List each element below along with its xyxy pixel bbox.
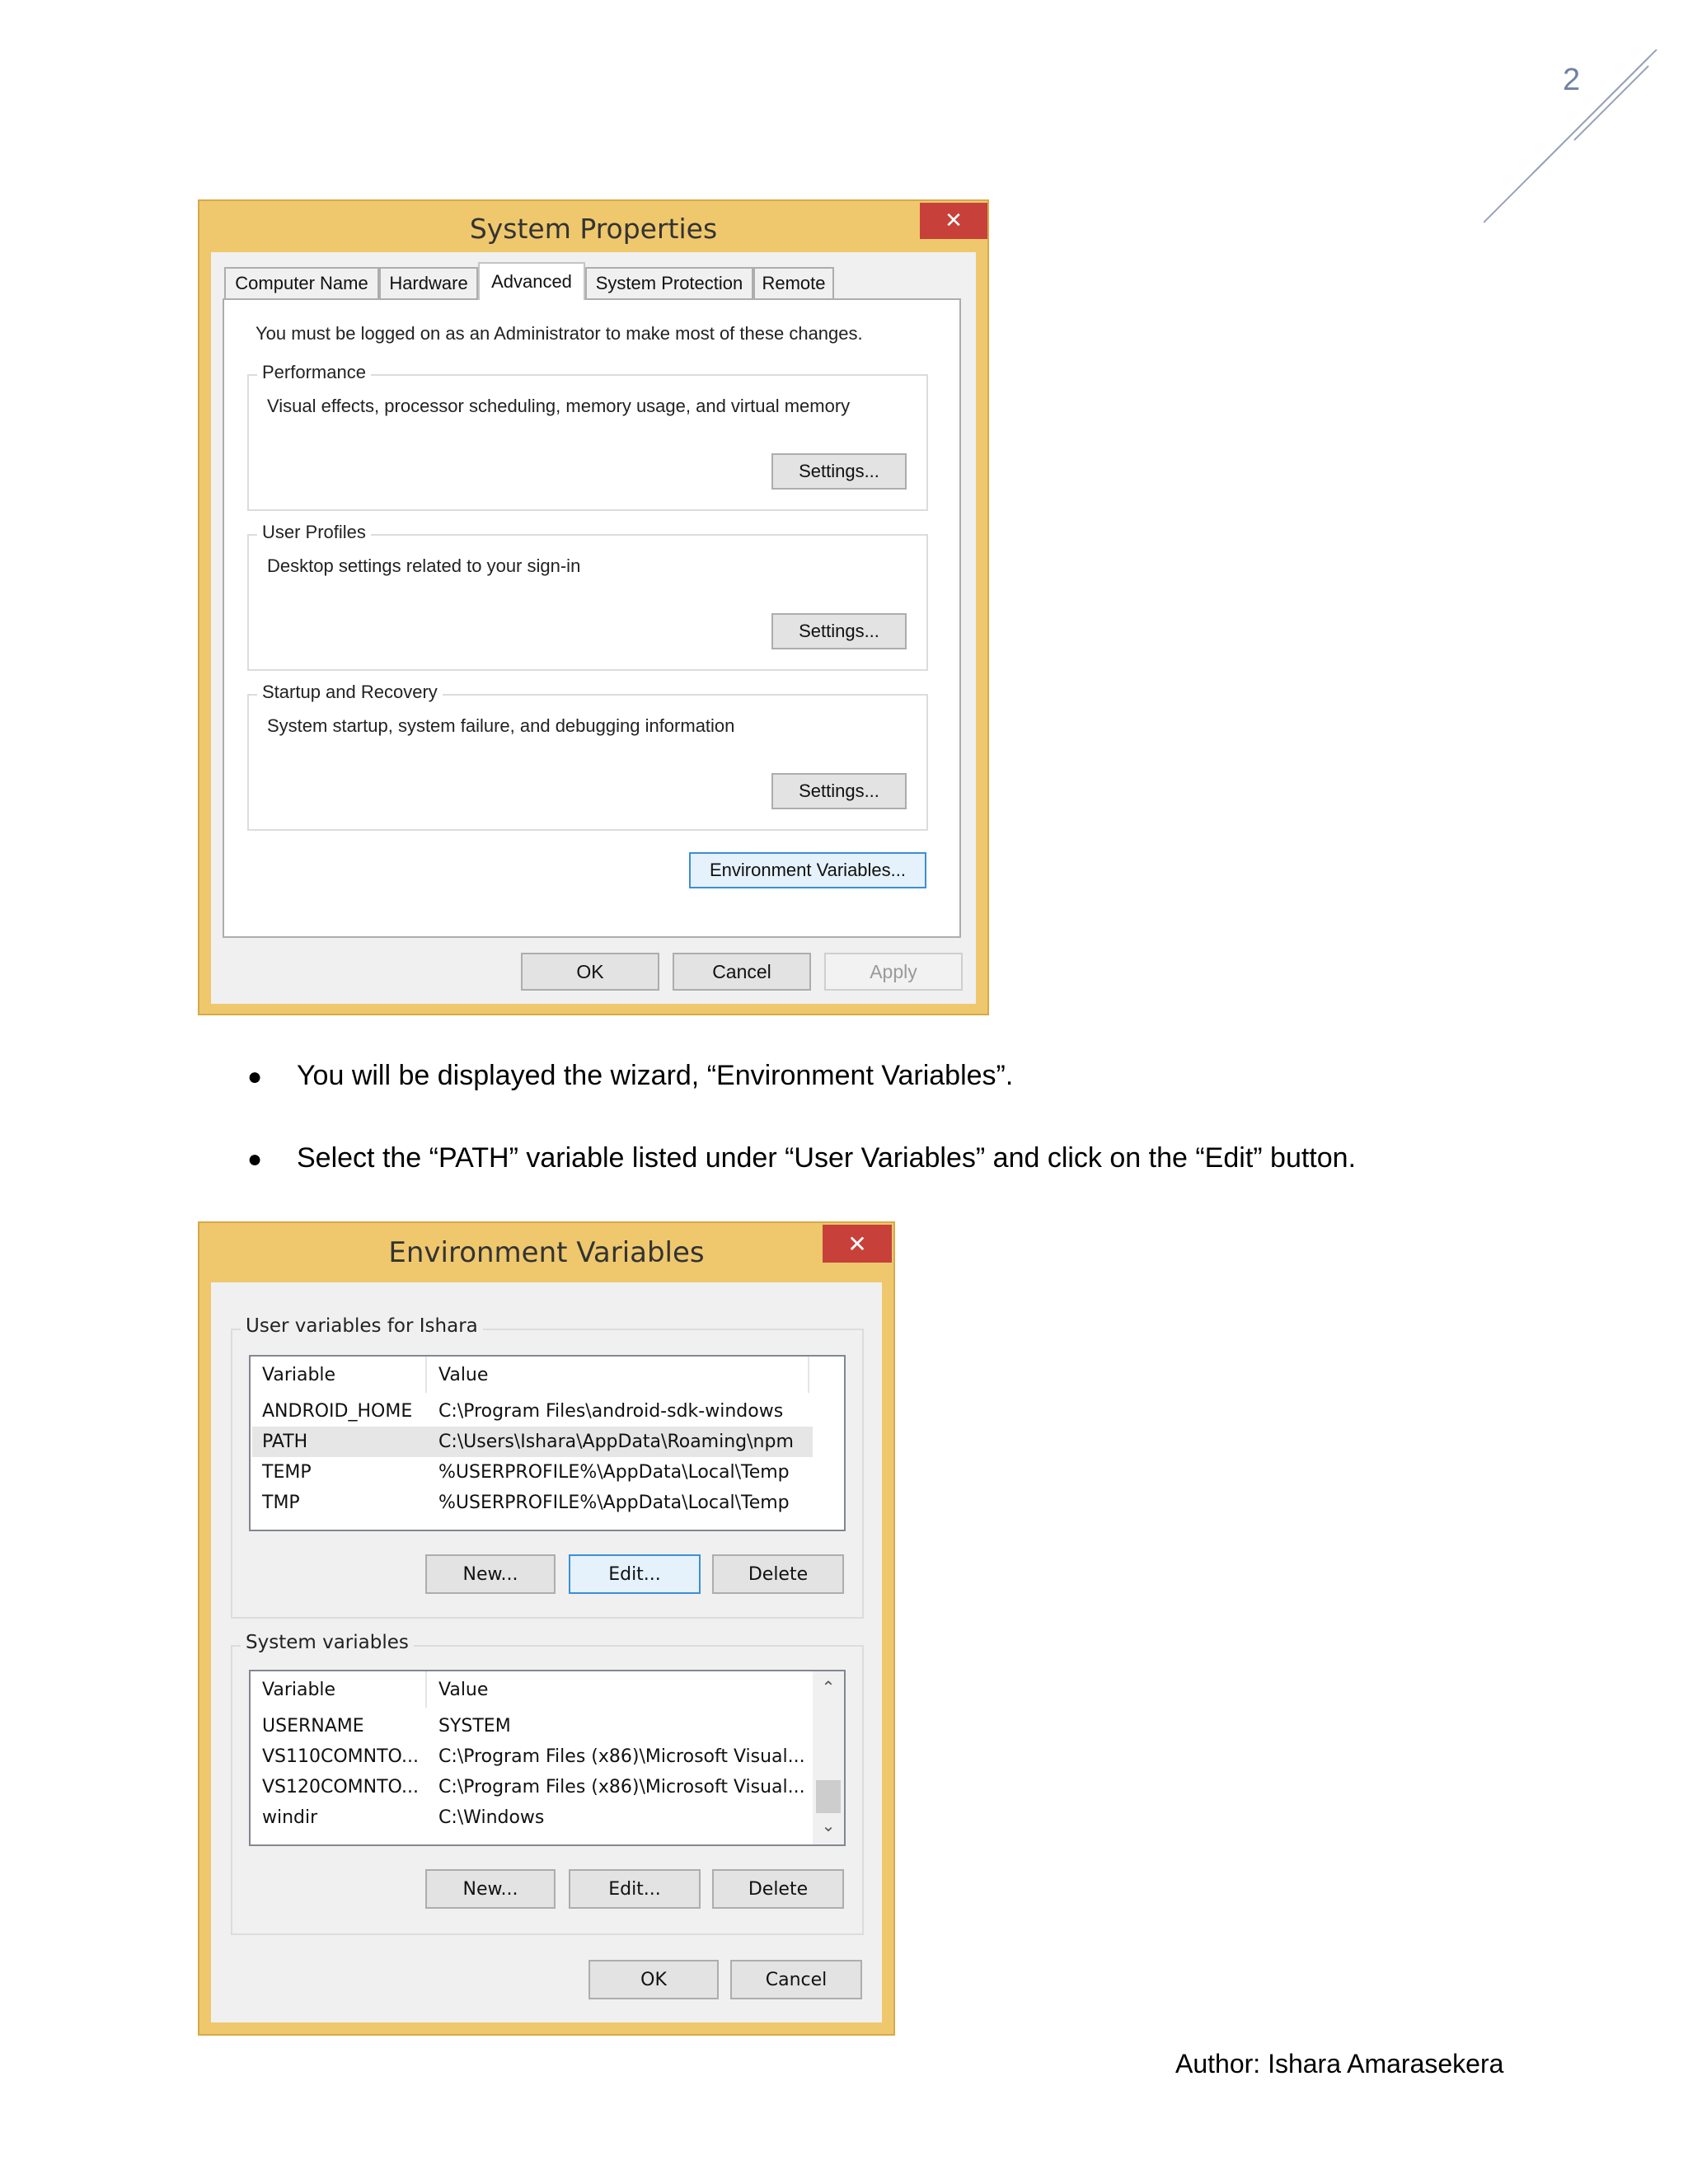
tab-remote[interactable]: Remote — [753, 267, 834, 298]
variable-cell: VS120COMNTO... — [262, 1777, 419, 1797]
table-row[interactable] — [252, 1396, 813, 1427]
user-new-button[interactable]: New... — [425, 1554, 556, 1594]
vertical-scrollbar[interactable] — [813, 1671, 844, 1844]
corner-decoration — [1484, 49, 1673, 239]
value-cell: SYSTEM — [438, 1716, 511, 1736]
table-row[interactable] — [252, 1802, 813, 1833]
bullet-icon: ● — [247, 1063, 263, 1090]
table-row[interactable] — [252, 1488, 813, 1518]
variable-cell: ANDROID_HOME — [262, 1401, 413, 1422]
instruction-2: Select the “PATH” variable listed under “User Variables” and click on the “Edit” button. — [297, 1142, 1357, 1174]
variable-cell: windir — [262, 1807, 318, 1828]
startup-recovery-label: Startup and Recovery — [257, 682, 443, 703]
dialog-title: Environment Variables — [388, 1236, 705, 1269]
performance-label: Performance — [257, 362, 371, 383]
user-profiles-description: Desktop settings related to your sign-in — [267, 555, 581, 576]
dialog-title: System Properties — [469, 213, 718, 245]
tab-advanced[interactable]: Advanced — [478, 262, 585, 300]
variable-cell: PATH — [262, 1432, 308, 1452]
value-cell: C:\Users\Ishara\AppData\Roaming\npm — [438, 1432, 794, 1452]
performance-group — [247, 362, 928, 511]
user-edit-button[interactable]: Edit... — [569, 1554, 701, 1594]
value-cell: C:\Program Files (x86)\Microsoft Visual... — [438, 1777, 805, 1797]
table-row-selected[interactable] — [252, 1427, 813, 1457]
user-variables-label: User variables for Ishara — [241, 1315, 483, 1337]
user-delete-button[interactable]: Delete — [712, 1554, 844, 1594]
column-divider — [425, 1671, 427, 1708]
system-variables-label: System variables — [241, 1632, 414, 1653]
column-divider — [808, 1357, 809, 1393]
scroll-down-icon[interactable]: ⌄ — [821, 1816, 836, 1835]
cancel-button[interactable]: Cancel — [673, 953, 811, 991]
close-button[interactable]: ✕ — [823, 1225, 892, 1263]
author-credit: Author: Ishara Amarasekera — [1175, 2049, 1504, 2079]
close-button[interactable]: ✕ — [920, 203, 987, 239]
variable-cell: TMP — [262, 1493, 300, 1513]
value-cell: C:\Program Files\android-sdk-windows — [438, 1401, 784, 1422]
environment-variables-button[interactable]: Environment Variables... — [689, 852, 926, 888]
tab-system-protection[interactable]: System Protection — [585, 267, 753, 298]
user-profiles-group — [247, 522, 928, 671]
user-profiles-label: User Profiles — [257, 522, 371, 543]
system-variables-list[interactable] — [249, 1670, 846, 1846]
bullet-icon: ● — [247, 1146, 263, 1173]
table-row[interactable] — [252, 1741, 813, 1772]
value-cell: %USERPROFILE%\AppData\Local\Temp — [438, 1462, 790, 1483]
table-row[interactable] — [252, 1711, 813, 1741]
page-number: 2 — [1563, 63, 1581, 97]
scroll-up-icon[interactable]: ⌃ — [821, 1677, 836, 1697]
tab-computer-name[interactable]: Computer Name — [224, 267, 379, 298]
performance-description: Visual effects, processor scheduling, memory usage, and virtual memory — [267, 396, 851, 416]
variable-cell: VS110COMNTO... — [262, 1746, 419, 1767]
tab-hardware[interactable]: Hardware — [379, 267, 478, 298]
ok-button[interactable]: OK — [521, 953, 659, 991]
value-cell: C:\Windows — [438, 1807, 545, 1828]
admin-notice: You must be logged on as an Administrator to make most of these changes. — [256, 323, 863, 344]
user-variables-list[interactable] — [249, 1355, 846, 1531]
startup-recovery-description: System startup, system failure, and debugging information — [267, 715, 735, 736]
column-header-value[interactable]: Value — [438, 1365, 489, 1385]
system-new-button[interactable]: New... — [425, 1869, 556, 1909]
performance-settings-button[interactable]: Settings... — [771, 453, 907, 490]
value-cell: %USERPROFILE%\AppData\Local\Temp — [438, 1493, 790, 1513]
startup-recovery-group — [247, 682, 928, 831]
column-header-value[interactable]: Value — [438, 1680, 489, 1700]
variable-cell: USERNAME — [262, 1716, 364, 1736]
column-header-variable[interactable]: Variable — [262, 1680, 336, 1700]
user-profiles-settings-button[interactable]: Settings... — [771, 613, 907, 649]
variable-cell: TEMP — [262, 1462, 312, 1483]
table-row[interactable] — [252, 1772, 813, 1802]
column-header-variable[interactable]: Variable — [262, 1365, 336, 1385]
cancel-button[interactable]: Cancel — [730, 1960, 862, 1999]
column-divider — [425, 1357, 427, 1393]
apply-button[interactable]: Apply — [824, 953, 963, 991]
ok-button[interactable]: OK — [588, 1960, 719, 1999]
instruction-1: You will be displayed the wizard, “Environment Variables”. — [297, 1060, 1014, 1091]
value-cell: C:\Program Files (x86)\Microsoft Visual... — [438, 1746, 805, 1767]
table-row[interactable] — [252, 1457, 813, 1488]
system-edit-button[interactable]: Edit... — [569, 1869, 701, 1909]
system-delete-button[interactable]: Delete — [712, 1869, 844, 1909]
scroll-thumb[interactable] — [816, 1780, 841, 1813]
startup-recovery-settings-button[interactable]: Settings... — [771, 773, 907, 809]
